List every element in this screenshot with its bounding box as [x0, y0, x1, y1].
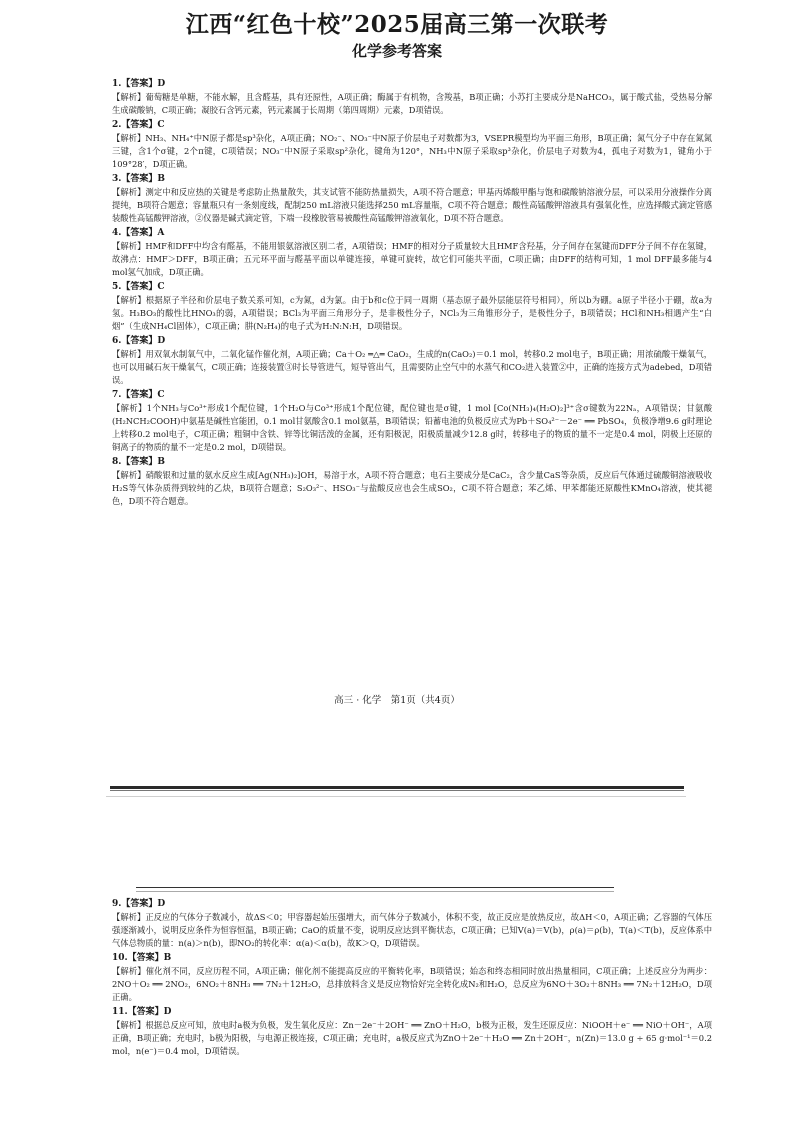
answer-explanation: 【解析】1个NH₃与Co³⁺形成1个配位键，1个H₂O与Co³⁺形成1个配位键，配位键也是σ键，1 mol [Co(NH₃)₄(H₂O)₂]³⁺含σ键数为22Nₐ，A项错误；甘氨酸(H₂NCH₂COOH)中氨基是碱性官能团，0.1 mol甘氨酸含0.1 mol氨基，B项错误；铅蓄电池的负极反应式为Pb＋SO₄²⁻－2e⁻ ══ PbSO₄，负极净增9.6 g时理论上转移0.2 mol电子，C项正确；粗铜中含铁、锌等比铜活泼的金属，还有阳极泥，阳极质量减少12.8 g时，转移电子的物质的量不一定是0.4 mol，阴极上还原的铜离子的物质的量不一定是0.2 mol，D项错误。 — [112, 403, 712, 452]
answer-key: 7.【答案】C — [112, 390, 165, 400]
answer-explanation: 【解析】测定中和反应热的关键是考虑防止热量散失，其支试管不能防热量损失，A项不符合题意；甲基丙烯酸甲酯与饱和碳酸钠溶液分层，可以采用分液操作分离提纯，B项符合题意；容量瓶只有一条刻度线，配制250 mL溶液只能选择250 mL容量瓶，C项不符合题意；酸性高锰酸钾溶液具有强氧化性，应选择酸式滴定管感装酸性高锰酸钾溶液，②仪器是碱式滴定管，下端一段橡胶管易被酸性高锰酸钾溶液氧化，D项不符合题意。 — [112, 187, 712, 223]
answer-key: 6.【答案】D — [112, 336, 166, 346]
answer-key: 3.【答案】B — [112, 174, 166, 184]
answer-item — [112, 456, 712, 508]
answer-key: 1.【答案】D — [112, 79, 166, 89]
answer-key: 9.【答案】D — [112, 899, 166, 909]
answer-item — [112, 227, 712, 279]
answer-explanation: 【解析】正反应的气体分子数减小，故ΔS＜0；甲容器起始压强增大，而气体分子数减小，体积不变，故正反应是放热反应，故ΔH＜0，A项正确；乙容器的气体压强逐渐减小，说明反应条件为恒容恒温，B项正确；CaO的质量不变，说明反应达到平衡状态，C项正确；已知V(a)＝V(b)，ρ(a)＝ρ(b)，T(a)＜T(b)，反应体系中气体总物质的量：n(a)＞n(b)，即NO₂的转化率：α(a)＜α(b)，故K＞Q，D项错误。 — [112, 912, 712, 948]
answer-explanation: 【解析】用双氧水制氧气中，二氧化锰作催化剂，A项正确；Ca＋O₂ ═△═ CaO₂，生成的n(CaO₂)＝0.1 mol，转移0.2 mol电子，B项正确；用浓硫酸干燥氧气，也可以用碱石灰干燥氧气，C项正确；连接装置③时长导管进气，短导管出气，且需要防止空气中的水蒸气和CO₂进入装置②中，正确的连接方式为adebed，D项错误。 — [112, 349, 712, 385]
answer-explanation: 【解析】根据总反应可知，放电时a极为负极，发生氧化反应：Zn－2e⁻＋2OH⁻ ══ ZnO＋H₂O，b极为正极，发生还原反应：NiOOH＋e⁻ ══ NiO＋OH⁻，A项正确，B项正确；充电时，b极为阳极，与电源正极连接，C项正确；充电时，a极反应式为ZnO＋2e⁻＋H₂O ══ Zn＋2OH⁻，n(Zn)＝13.0 g ÷ 65 g·mol⁻¹＝0.2 mol，n(e⁻)＝0.4 mol，D项错误。 — [112, 1020, 712, 1056]
answer-explanation: 【解析】HMF和DFF中均含有醛基，不能用银氨溶液区别二者，A项错误；HMF的相对分子质量较大且HMF含羟基，分子间存在氢键而DFF分子间不存在氢键，故沸点：HMF＞DFF，B项正确；五元环平面与醛基平面以单键连接，单键可旋转，故它们可能共平面，C项正确；由DFF的结构可知，1 mol DFF最多能与4 mol氢气加成，D项正确。 — [112, 241, 712, 277]
page-break-line — [110, 786, 684, 789]
answer-item — [112, 898, 712, 950]
answer-explanation: 【解析】硝酸银和过量的氨水反应生成[Ag(NH₃)₂]OH，易溶于水，A项不符合题意；电石主要成分是CaC₂，含少量CaS等杂质，反应后气体通过硫酸铜溶液吸收H₂S等气体杂质得到较纯的乙炔，B项符合题意；S₂O₃²⁻、HSO₃⁻与盐酸反应也会生成SO₂，C项不符合题意；苯乙烯、甲苯都能还原酸性KMnO₄溶液，使其褪色，D项不符合题意。 — [112, 470, 712, 506]
answer-key: 2.【答案】C — [112, 120, 165, 130]
answers-page1 — [112, 76, 712, 508]
answer-item — [112, 173, 712, 225]
answer-explanation: 【解析】NH₃、NH₄⁺中N原子都是sp³杂化，A项正确；NO₂⁻、NO₃⁻中N原子价层电子对数都为3，VSEPR模型均为平面三角形，B项正确；氮气分子中存在氮氮三键，含1个σ键，2个π键，C项错误；NO₃⁻中N原子采取sp²杂化，键角为120°，NH₃中N原子采取sp³杂化，价层电子对数为4，孤电子对数为1，键角小于109°28′，D项正确。 — [112, 133, 712, 169]
answer-item — [112, 389, 712, 454]
answer-item — [112, 78, 712, 117]
answer-item — [112, 119, 712, 171]
answer-key: 5.【答案】C — [112, 282, 165, 292]
answer-explanation: 【解析】根据原子半径和价层电子数关系可知，c为氮，d为氯。由于b和c位于同一周期（基态原子最外层能层符号相同），所以b为硼。a原子半径小于硼，故a为氢。H₃BO₃的酸性比HNO₃的弱，A项错误；BCl₃为平面三角形分子，是非极性分子，NCl₃为三角锥形分子，是极性分子，B项错误；HCl和NH₃相遇产生“白烟”（生成NH₄Cl固体），C项正确；肼(N₂H₄)的电子式为H:N:N:H，D项错误。 — [112, 295, 712, 331]
page-break-line — [110, 790, 684, 791]
answer-key: 4.【答案】A — [112, 228, 165, 238]
answers-page2 — [112, 896, 712, 1058]
exam-title: 江西“红色十校”2025届高三第一次联考 — [185, 11, 609, 38]
exam-subtitle: 化学参考答案 — [351, 42, 442, 60]
answer-key: 8.【答案】B — [112, 457, 166, 467]
answer-key: 11.【答案】D — [112, 1007, 172, 1017]
page-footer: 高三 · 化学 第1页（共4页） — [334, 695, 460, 706]
answer-item — [112, 281, 712, 333]
answer-key: 10.【答案】B — [112, 953, 172, 963]
answer-item — [112, 952, 712, 1004]
answer-explanation: 【解析】催化剂不同，反应历程不同，A项正确；催化剂不能提高反应的平衡转化率，B项错误；始态和终态相同时放出热量相同，C项正确；上述反应分为两步：2NO＋O₂ ══ 2NO₂，6NO₂＋8NH₃ ══ 7N₂＋12H₂O，总排放料含义是反应物恰好完全转化成N₂和H₂O，总反应为6NO＋3O₂＋8NH₃ ══ 7N₂＋12H₂O，D项正确。 — [112, 966, 712, 1002]
answer-item — [112, 335, 712, 387]
page-header-rule — [136, 887, 614, 888]
answer-explanation: 【解析】葡萄糖是单糖，不能水解，且含醛基，具有还原性，A项正确；酶属于有机物，含羧基，B项正确；小苏打主要成分是NaHCO₃，属于酸式盐，受热易分解生成碳酸钠，C项正确；凝胶石含钙元素，钙元素属于长周期（第四周期）元素，D项错误。 — [112, 92, 712, 115]
page-break-line — [106, 796, 686, 797]
answer-item — [112, 1006, 712, 1058]
page-header-rule — [136, 891, 614, 892]
